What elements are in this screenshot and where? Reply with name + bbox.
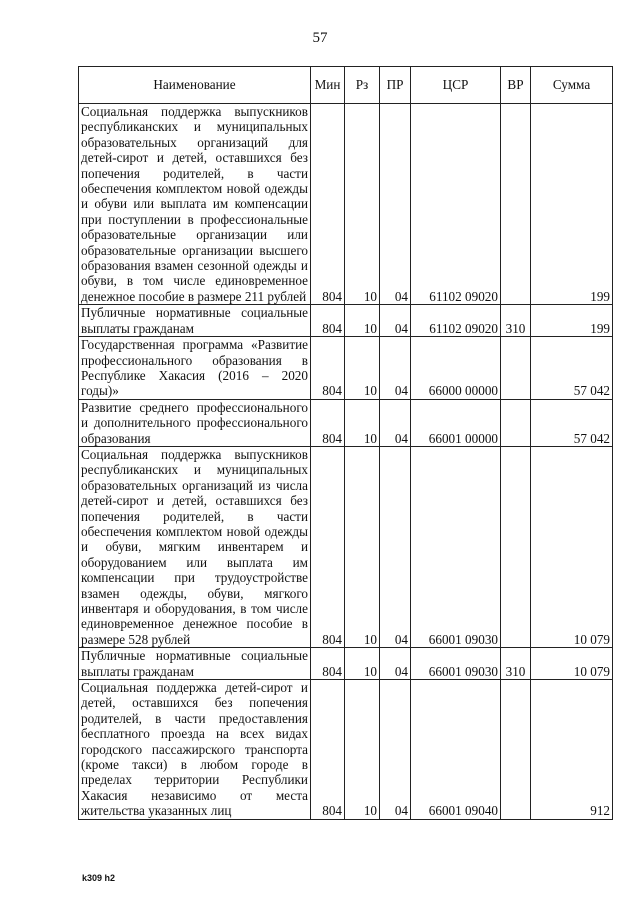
row-vr: 310 (501, 305, 531, 337)
row-vr (501, 104, 531, 305)
row-csr: 66001 00000 (411, 399, 501, 446)
table-row (79, 680, 613, 820)
row-name: Развитие среднего профессионального и дополнительного профессионального образования (79, 399, 311, 446)
row-min: 804 (311, 305, 345, 337)
row-pr: 04 (380, 446, 411, 647)
row-name: Социальная поддержка выпускников республиканских и муниципальных образовательных организаций для детей-сирот и детей, оставшихся без попечения родителей, в части обеспечения комплектом новой одежды и обуви или выплата им компенсации при поступлении в профессиональные образовательные организации или образовательные организации высшего образования взамен сезонной одежды и обуви, в том числе единовременное денежное пособие в размере 211 рублей (79, 104, 311, 305)
row-sum: 10 079 (531, 648, 613, 680)
row-sum: 199 (531, 104, 613, 305)
budget-table (78, 66, 613, 820)
table-row (79, 104, 613, 305)
header-name: Наименование (79, 67, 311, 104)
header-sum: Сумма (531, 67, 613, 104)
row-min: 804 (311, 104, 345, 305)
row-csr: 61102 09020 (411, 305, 501, 337)
header-csr: ЦСР (411, 67, 501, 104)
row-name: Публичные нормативные социальные выплаты гражданам (79, 305, 311, 337)
table-row (79, 399, 613, 446)
page-number: 57 (312, 30, 328, 46)
row-min: 804 (311, 680, 345, 820)
row-sum: 10 079 (531, 446, 613, 647)
header-min: Мин (311, 67, 345, 104)
row-rz: 10 (345, 399, 380, 446)
row-pr: 04 (380, 399, 411, 446)
row-name: Социальная поддержка детей-сирот и детей, оставшихся без попечения родителей, в части предоставления бесплатного проезда на всех видах городского пассажирского транспорта (кроме такси) в любом городе в пределах территории Республики Хакасия независимо от места жительства указанных лиц (79, 680, 311, 820)
table-row (79, 305, 613, 337)
row-sum: 57 042 (531, 399, 613, 446)
row-pr: 04 (380, 337, 411, 400)
row-vr (501, 399, 531, 446)
row-vr (501, 446, 531, 647)
document-code: k309 h2 (82, 873, 116, 883)
table-row (79, 446, 613, 647)
row-pr: 04 (380, 104, 411, 305)
row-vr: 310 (501, 648, 531, 680)
row-vr (501, 337, 531, 400)
row-min: 804 (311, 648, 345, 680)
row-rz: 10 (345, 680, 380, 820)
row-pr: 04 (380, 648, 411, 680)
row-csr: 66001 09030 (411, 446, 501, 647)
row-sum: 199 (531, 305, 613, 337)
row-name: Государственная программа «Развитие профессионального образования в Республике Хакасия (2016 – 2020 годы)» (79, 337, 311, 400)
row-pr: 04 (380, 680, 411, 820)
row-rz: 10 (345, 104, 380, 305)
row-csr: 66001 09040 (411, 680, 501, 820)
row-rz: 10 (345, 337, 380, 400)
row-rz: 10 (345, 305, 380, 337)
header-rz: Рз (345, 67, 380, 104)
row-min: 804 (311, 399, 345, 446)
header-vr: ВР (501, 67, 531, 104)
row-min: 804 (311, 446, 345, 647)
row-rz: 10 (345, 648, 380, 680)
row-csr: 66001 09030 (411, 648, 501, 680)
row-sum: 57 042 (531, 337, 613, 400)
table-header-row (79, 67, 613, 104)
row-name: Социальная поддержка выпускников республиканских и муниципальных образовательных организаций из числа детей-сирот и детей, оставшихся без попечения родителей, в части обеспечения комплектом новой одежды и обуви, мягким инвентарем и оборудованием или выплата им компенсации при трудоустройстве взамен одежды, обуви, мягкого инвентаря и оборудования, в том числе единовременное денежное пособие в размере 528 рублей (79, 446, 311, 647)
row-csr: 66000 00000 (411, 337, 501, 400)
row-pr: 04 (380, 305, 411, 337)
row-sum: 912 (531, 680, 613, 820)
row-vr (501, 680, 531, 820)
table-row (79, 648, 613, 680)
header-pr: ПР (380, 67, 411, 104)
row-name: Публичные нормативные социальные выплаты гражданам (79, 648, 311, 680)
row-csr: 61102 09020 (411, 104, 501, 305)
row-rz: 10 (345, 446, 380, 647)
row-min: 804 (311, 337, 345, 400)
table-row (79, 337, 613, 400)
